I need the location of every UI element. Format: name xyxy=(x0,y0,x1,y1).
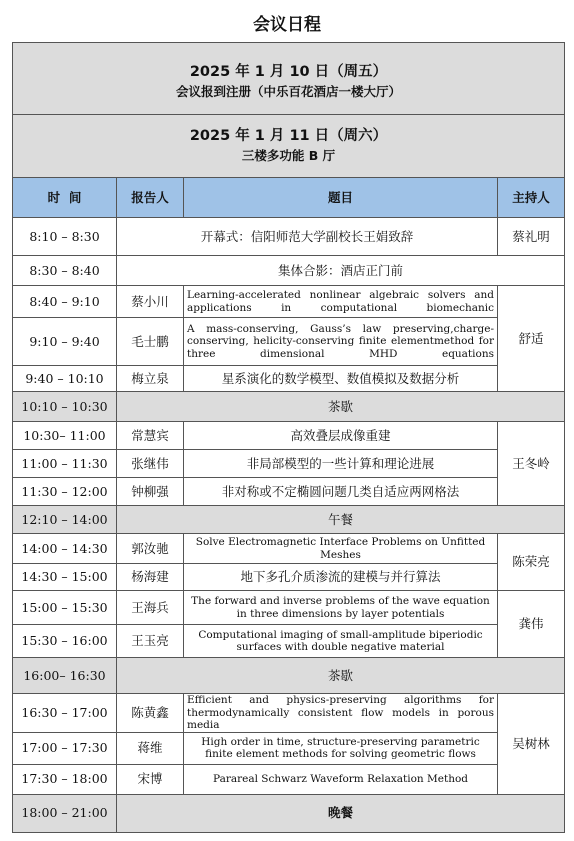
day1-banner-row xyxy=(13,43,565,115)
row-topic: 非局部模型的一些计算和理论进展 xyxy=(184,450,498,478)
row-chair: 陈荣亮 xyxy=(498,534,565,591)
row-topic: Efficient and physics-preserving algorithms for thermodynamically consistent flow models in porous media xyxy=(184,694,498,733)
table-row xyxy=(13,794,565,832)
row-speaker: 常慧宾 xyxy=(117,422,184,450)
row-speaker: 王海兵 xyxy=(117,591,184,625)
header-speaker: 报告人 xyxy=(117,178,184,218)
row-speaker: 宋博 xyxy=(117,764,184,794)
header-topic: 题目 xyxy=(184,178,498,218)
page-title: 会议日程 xyxy=(253,15,321,35)
row-chair: 舒适 xyxy=(498,286,565,392)
table-row xyxy=(13,366,565,392)
row-time: 11:30 – 12:00 xyxy=(13,478,117,506)
day1-date: 2025 年 1 月 10 日（周五） xyxy=(189,63,388,80)
row-topic: Computational imaging of small-amplitude biperiodic surfaces with double negative material xyxy=(184,625,498,658)
table-row xyxy=(13,478,565,506)
row-topic: 地下多孔介质渗流的建模与并行算法 xyxy=(184,564,498,591)
day1-event: 会议报到注册（中乐百花酒店一楼大厅） xyxy=(176,83,402,99)
row-time: 14:30 – 15:00 xyxy=(13,564,117,591)
header-chair: 主持人 xyxy=(498,178,565,218)
row-speaker: 毛士鹏 xyxy=(117,318,184,366)
row-speaker: 张继伟 xyxy=(117,450,184,478)
table-row xyxy=(13,764,565,794)
day2-banner xyxy=(13,115,565,178)
table-row xyxy=(13,564,565,591)
row-speaker: 梅立泉 xyxy=(117,366,184,392)
day1-banner xyxy=(13,43,565,115)
row-topic: 茶歇 xyxy=(117,658,565,694)
table-row xyxy=(13,658,565,694)
row-time: 10:30– 11:00 xyxy=(13,422,117,450)
row-speaker: 杨海建 xyxy=(117,564,184,591)
table-row xyxy=(13,694,565,733)
row-speaker: 蔡小川 xyxy=(117,286,184,318)
row-topic: A mass-conserving, Gauss’s law preserving,charge-conserving, helicity-conserving finite elementmethod for three dimensional MHD equations xyxy=(184,318,498,366)
row-time: 16:30 – 17:00 xyxy=(13,694,117,733)
schedule-table xyxy=(12,42,565,833)
row-chair: 王冬岭 xyxy=(498,422,565,506)
row-topic: Learning-accelerated nonlinear algebraic solvers and applications in computational biomechanic xyxy=(184,286,498,318)
row-topic: 高效叠层成像重建 xyxy=(184,422,498,450)
row-time: 10:10 – 10:30 xyxy=(13,392,117,422)
row-topic: Solve Electromagnetic Interface Problems on Unfitted Meshes xyxy=(184,534,498,564)
row-topic: 晚餐 xyxy=(117,794,565,832)
table-row xyxy=(13,318,565,366)
day2-banner-row xyxy=(13,115,565,178)
row-speaker: 陈黄鑫 xyxy=(117,694,184,733)
row-topic: 开幕式：信阳师范大学副校长王娟致辞 xyxy=(117,218,498,256)
row-time: 8:10 – 8:30 xyxy=(13,218,117,256)
row-time: 8:40 – 9:10 xyxy=(13,286,117,318)
table-row xyxy=(13,506,565,534)
table-row xyxy=(13,534,565,564)
row-time: 18:00 – 21:00 xyxy=(13,794,117,832)
row-time: 16:00– 16:30 xyxy=(13,658,117,694)
row-topic: 星系演化的数学模型、数值模拟及数据分析 xyxy=(184,366,498,392)
row-time: 17:00 – 17:30 xyxy=(13,732,117,764)
day2-venue: 三楼多功能 B 厅 xyxy=(241,148,336,163)
table-row xyxy=(13,422,565,450)
table-row xyxy=(13,732,565,764)
row-speaker: 王玉亮 xyxy=(117,625,184,658)
row-time: 15:30 – 16:00 xyxy=(13,625,117,658)
header-time: 时 间 xyxy=(13,178,117,218)
table-row xyxy=(13,286,565,318)
row-time: 9:40 – 10:10 xyxy=(13,366,117,392)
day2-date: 2025 年 1 月 11 日（周六） xyxy=(189,128,388,144)
table-row xyxy=(13,625,565,658)
row-topic: 午餐 xyxy=(117,506,565,534)
row-topic: High order in time, structure-preserving parametric finite element methods for solving geometric flows xyxy=(184,732,498,764)
table-row xyxy=(13,591,565,625)
row-topic: 茶歇 xyxy=(117,392,565,422)
row-speaker: 钟柳强 xyxy=(117,478,184,506)
row-speaker: 郭汝驰 xyxy=(117,534,184,564)
table-row xyxy=(13,450,565,478)
row-time: 14:00 – 14:30 xyxy=(13,534,117,564)
row-time: 11:00 – 11:30 xyxy=(13,450,117,478)
table-row xyxy=(13,218,565,256)
table-row xyxy=(13,256,565,286)
row-time: 17:30 – 18:00 xyxy=(13,764,117,794)
table-row xyxy=(13,392,565,422)
row-time: 8:30 – 8:40 xyxy=(13,256,117,286)
row-time: 15:00 – 15:30 xyxy=(13,591,117,625)
row-chair: 吴树林 xyxy=(498,694,565,795)
row-topic: 集体合影：酒店正门前 xyxy=(117,256,565,286)
row-chair: 蔡礼明 xyxy=(498,218,565,256)
table-header-row xyxy=(13,178,565,218)
row-speaker: 蒋维 xyxy=(117,732,184,764)
row-topic: 非对称或不定椭圆问题几类自适应两网格法 xyxy=(184,478,498,506)
row-chair: 龚伟 xyxy=(498,591,565,658)
row-time: 9:10 – 9:40 xyxy=(13,318,117,366)
row-topic: Parareal Schwarz Waveform Relaxation Method xyxy=(184,764,498,794)
row-time: 12:10 – 14:00 xyxy=(13,506,117,534)
row-topic: The forward and inverse problems of the wave equation in three dimensions by layer potentials xyxy=(184,591,498,625)
